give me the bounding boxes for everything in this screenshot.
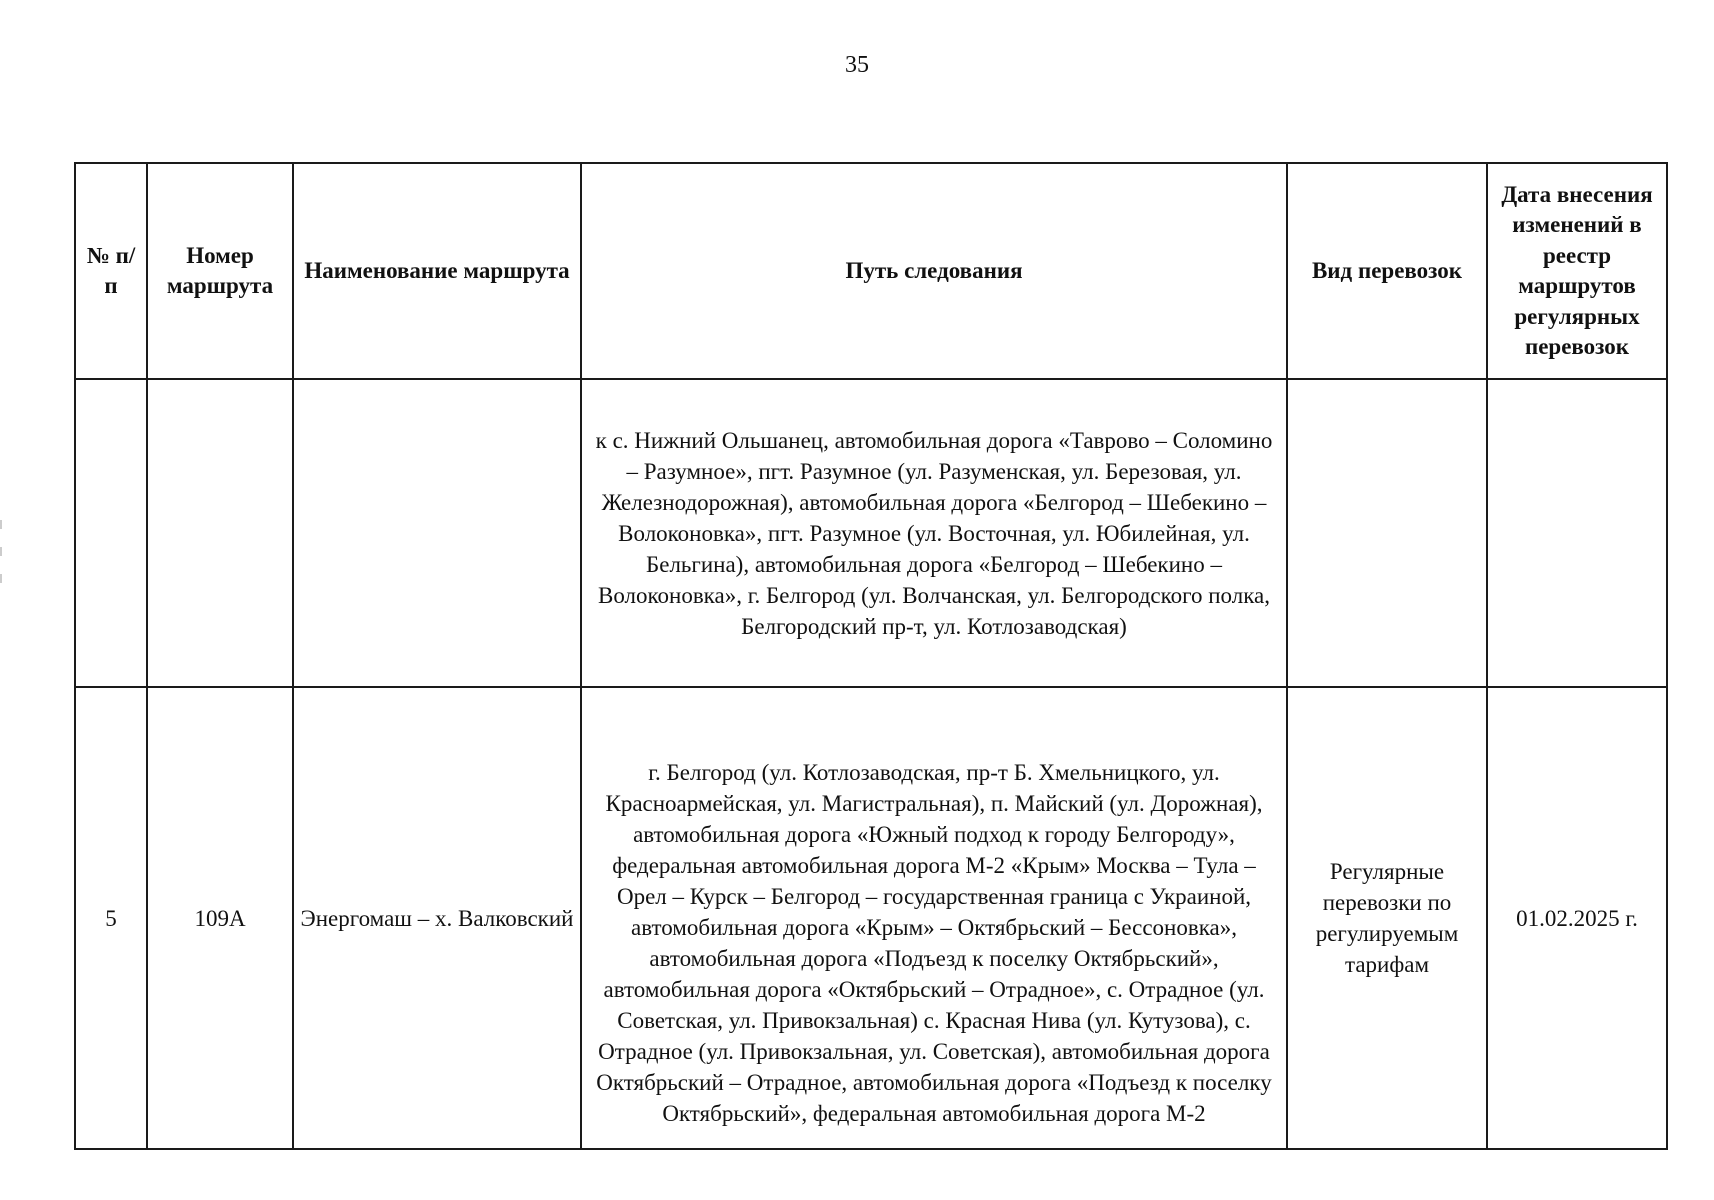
cell-route-number: 109А	[147, 687, 293, 1149]
header-registry-date: Дата внесения изменений в реестр маршрутов регулярных перевозок	[1487, 163, 1667, 379]
cell-path	[581, 379, 1287, 687]
cell-registry-date	[1487, 379, 1667, 687]
cell-transport-type: Регулярные перевозки по регулируемым тарифам	[1287, 687, 1487, 1149]
cell-registry-date: 01.02.2025 г.	[1487, 687, 1667, 1149]
table-header-row	[75, 163, 1667, 379]
cell-route-name: Энергомаш – х. Валковский	[293, 687, 581, 1149]
cell-num: 5	[75, 687, 147, 1149]
header-route-number: Номер маршрута	[147, 163, 293, 379]
path-text: г. Белгород (ул. Котлозаводская, пр-т Б. Хмельницкого, ул. Красноармейская, ул. Магистральная), п. Майский (ул. Дорожная), автомобильная дорога «Южный подход к городу Белгороду», федеральная автомобильная дорога М-2 «Крым» Москва – Тула – Орел – Курск – Белгород – государственная граница с Украиной, автомобильная дорога «Крым» – Октябрьский – Бессоновка», автомобильная дорога «Подъезд к поселку Октябрьский», автомобильная дорога «Октябрьский – Отрадное», с. Отрадное (ул. Советская, ул. Привокзальная) с. Красная Нива (ул. Кутузова), с. Отрадное (ул. Привокзальная, ул. Советская), автомобильная дорога Октябрьский – Отрадное, автомобильная дорога «Подъезд к поселку Октябрьский», федеральная автомобильная дорога М-2	[596, 760, 1272, 1126]
table-row	[75, 687, 1667, 1149]
cell-num	[75, 379, 147, 687]
cell-path	[581, 687, 1287, 1149]
path-text: к с. Нижний Ольшанец, автомобильная дорога «Таврово – Соломино – Разумное», пгт. Разумное (ул. Разуменская, ул. Березовая, ул. Железнодорожная), автомобильная дорога «Белгород – Шебекино – Волоконовка», пгт. Разумное (ул. Восточная, ул. Юбилейная, ул. Бельгина), автомобильная дорога «Белгород – Шебекино – Волоконовка», г. Белгород (ул. Волчанская, ул. Белгородского полка, Белгородский пр-т, ул. Котлозаводская)	[595, 427, 1273, 639]
scan-margin-mark	[0, 520, 2, 610]
table-row	[75, 379, 1667, 687]
header-path: Путь следования	[581, 163, 1287, 379]
cell-route-name	[293, 379, 581, 687]
header-transport-type: Вид перевозок	[1287, 163, 1487, 379]
header-num: № п/п	[75, 163, 147, 379]
cell-route-number	[147, 379, 293, 687]
page-number: 35	[845, 52, 869, 78]
header-route-name: Наименование маршрута	[293, 163, 581, 379]
cell-transport-type	[1287, 379, 1487, 687]
routes-table	[74, 162, 1668, 1150]
